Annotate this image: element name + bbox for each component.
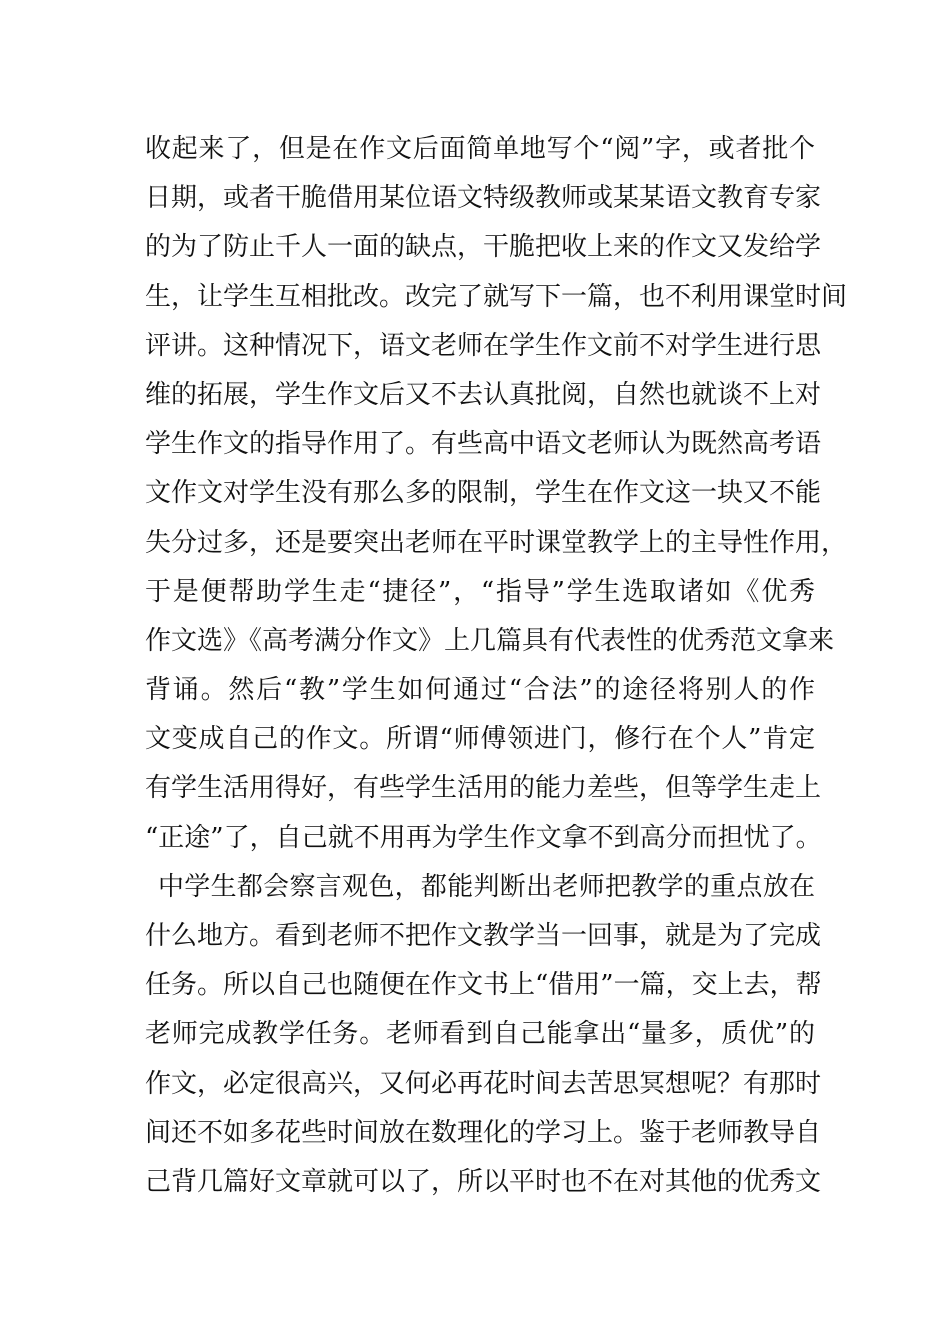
text-line: 背诵。然后“教”学生如何通过“合法”的途径将别人的作 xyxy=(145,675,815,706)
text-line: 收起来了，但是在作文后面简单地写个“阅”字，或者批个 xyxy=(145,134,815,164)
text-line: 评讲。这种情况下，语文老师在学生作文前不对学生进行思 xyxy=(145,330,822,361)
body-text xyxy=(145,125,848,1207)
text-line: 什么地方。看到老师不把作文教学当一回事，就是为了完成 xyxy=(145,921,822,951)
text-line: 作文，必定很高兴，又何必再花时间去苦思冥想呢？有那时 xyxy=(145,1068,822,1099)
text-line: 任务。所以自己也随便在作文书上“借用”一篇，交上去，帮 xyxy=(145,970,822,1001)
text-line: 于是便帮助学生走“捷径”，“指导”学生选取诸如《优秀 xyxy=(145,576,815,607)
text-line: 作文选》《高考满分作文》上几篇具有代表性的优秀范文拿来 xyxy=(145,625,835,656)
paragraph-start-line: 中学生都会察言观色，都能判断出老师把教学的重点放在 xyxy=(158,871,815,902)
text-line: “正途”了，自己就不用再为学生作文拿不到高分而担忧了。 xyxy=(145,822,822,853)
text-line: 失分过多，还是要突出老师在平时课堂教学上的主导性作用， xyxy=(145,527,848,558)
text-line: 维的拓展，学生作文后又不去认真批阅，自然也就谈不上对 xyxy=(145,379,822,410)
text-line: 文作文对学生没有那么多的限制，学生在作文这一块又不能 xyxy=(145,478,822,509)
text-line: 日期，或者干脆借用某位语文特级教师或某某语文教育专家 xyxy=(145,183,822,214)
text-line: 生，让学生互相批改。改完了就写下一篇，也不利用课堂时间 xyxy=(145,281,848,312)
text-line: 间还不如多花些时间放在数理化的学习上。鉴于老师教导自 xyxy=(145,1117,822,1148)
text-line: 己背几篇好文章就可以了，所以平时也不在对其他的优秀文 xyxy=(145,1166,822,1197)
text-line: 的为了防止千人一面的缺点，干脆把收上来的作文又发给学 xyxy=(145,232,822,263)
text-line: 学生作文的指导作用了。有些高中语文老师认为既然高考语 xyxy=(145,429,822,460)
text-line: 老师完成教学任务。老师看到自己能拿出“量多，质优”的 xyxy=(145,1019,815,1050)
text-line: 有学生活用得好，有些学生活用的能力差些，但等学生走上 xyxy=(145,773,822,804)
text-line: 文变成自己的作文。所谓“师傅领进门，修行在个人”肯定 xyxy=(145,724,815,755)
